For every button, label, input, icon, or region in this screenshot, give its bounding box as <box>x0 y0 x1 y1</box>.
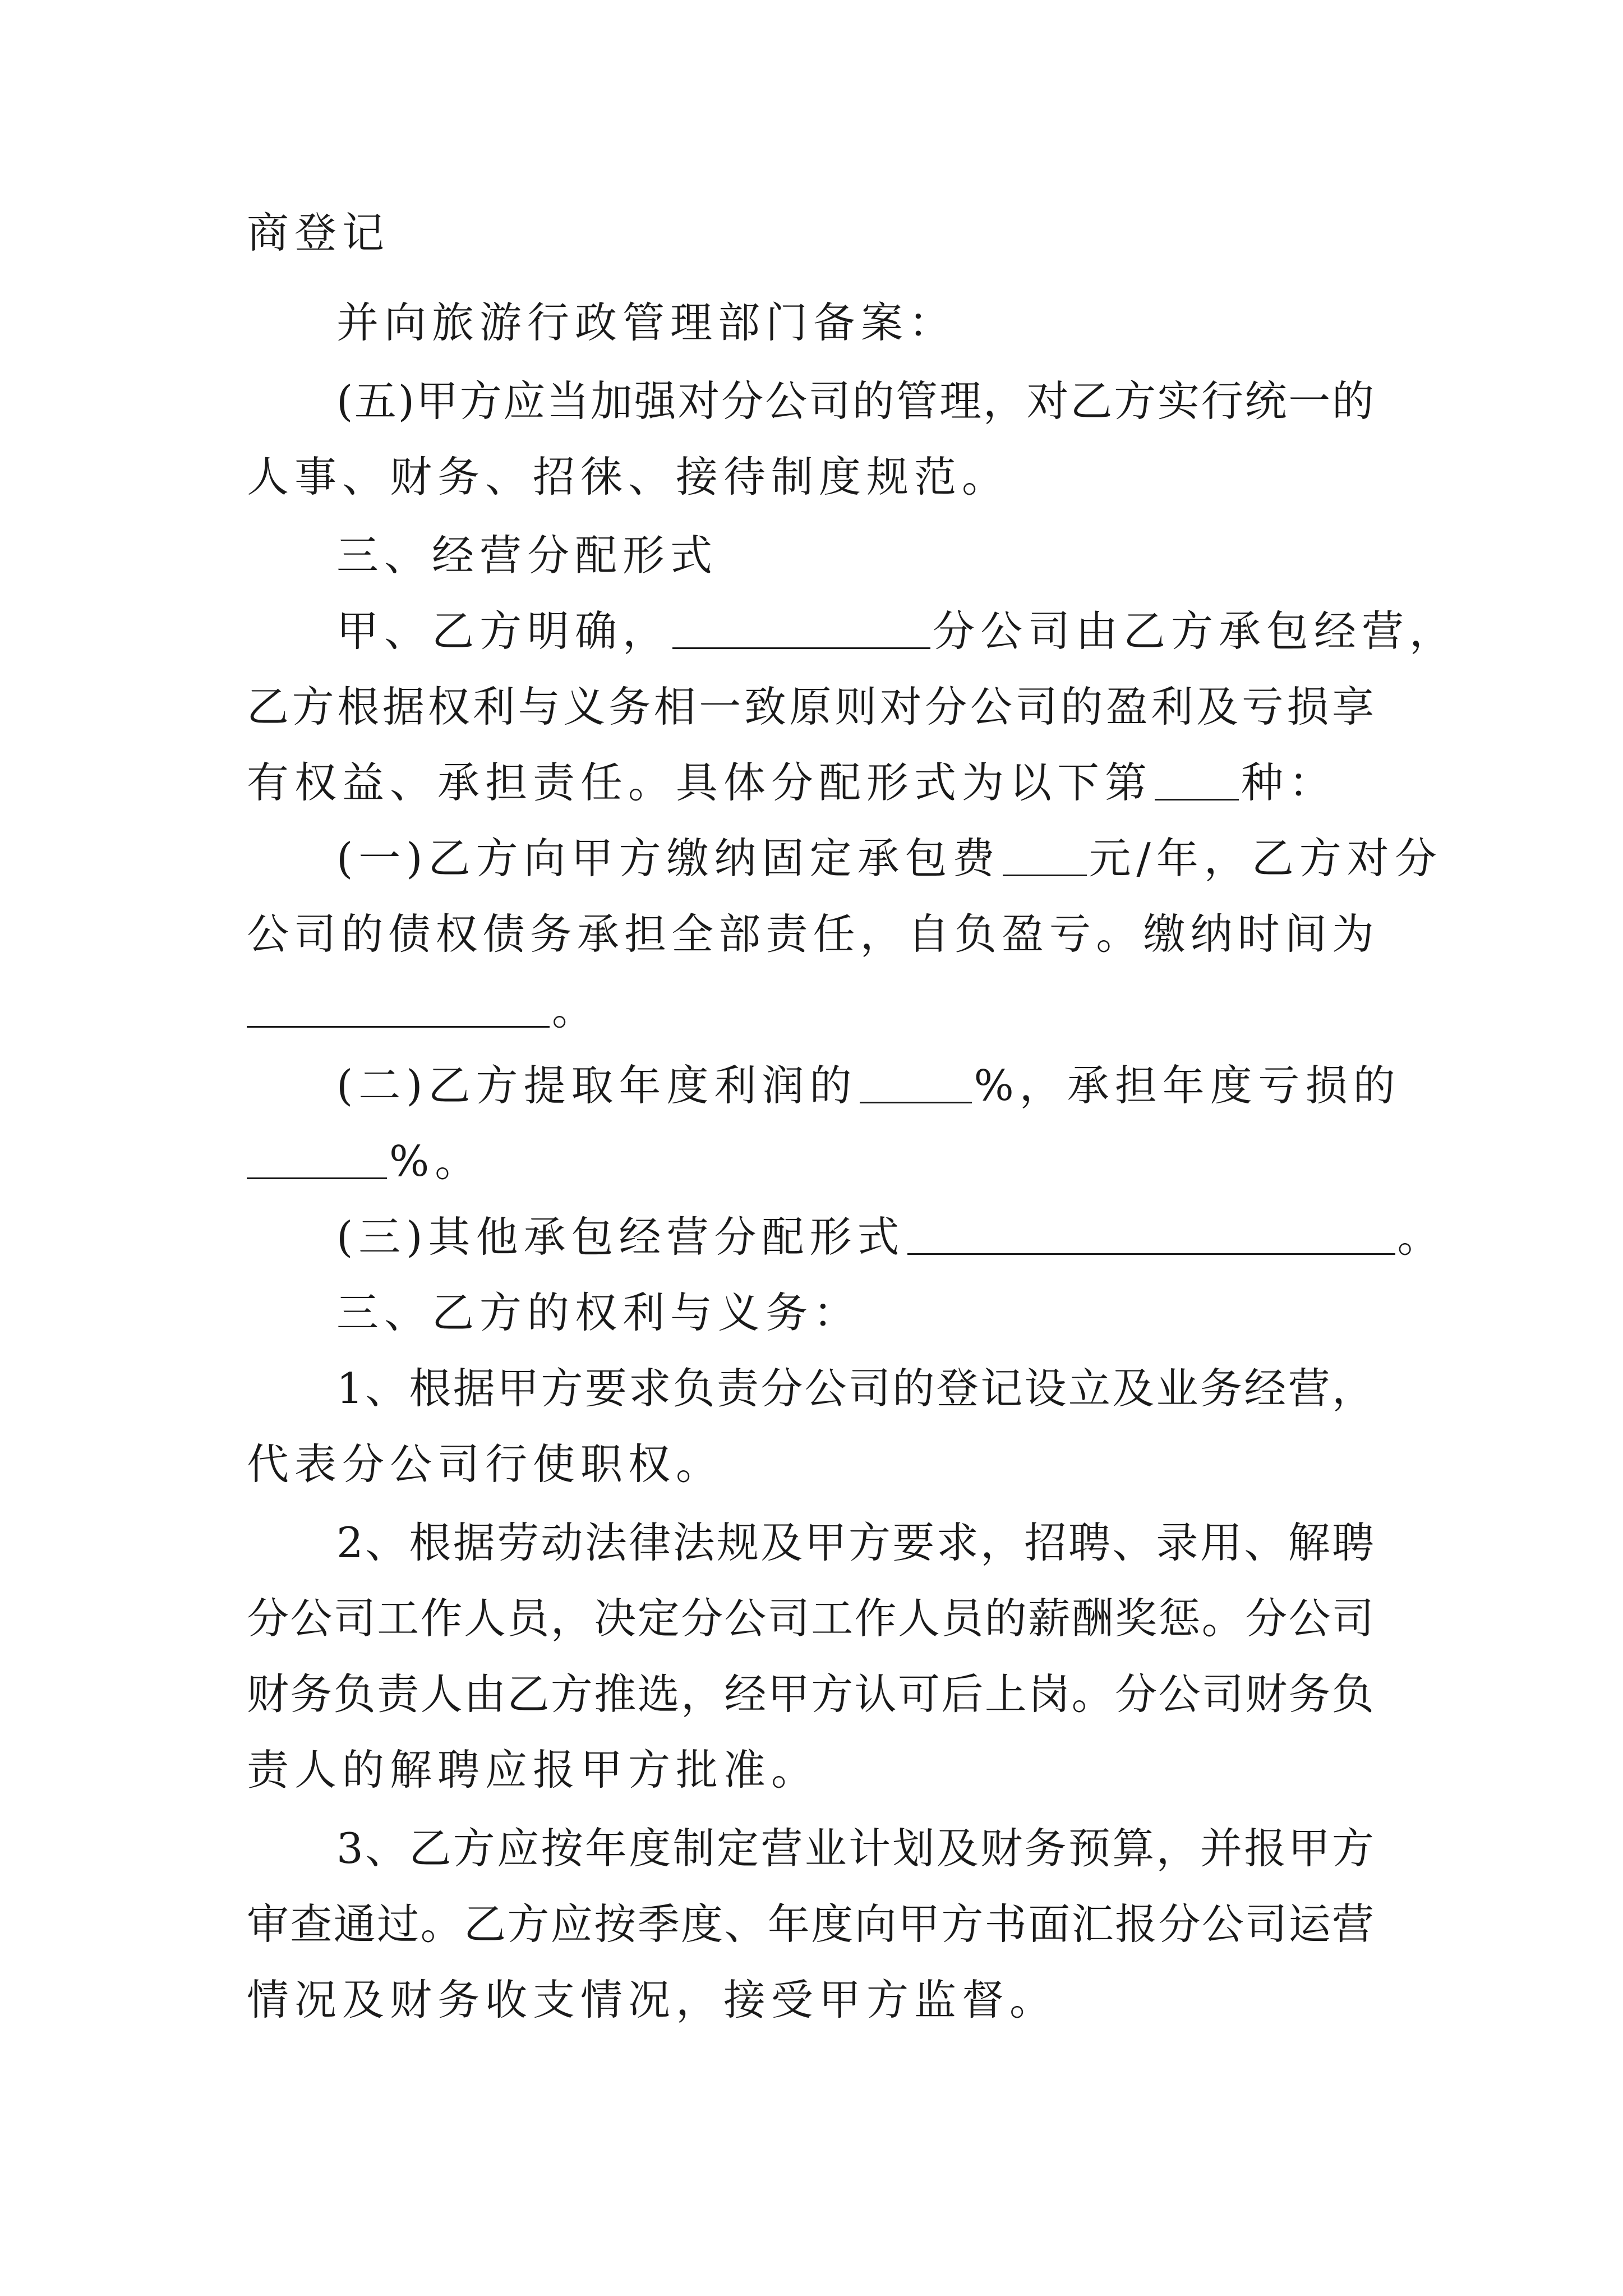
paragraph-line: 。 <box>247 982 1374 1038</box>
paragraph-line: 2、根据劳动法律法规及甲方要求，招聘、录用、解聘 <box>336 1518 1374 1567</box>
blank-other-form <box>907 1216 1395 1255</box>
blank-payment-time <box>247 989 550 1028</box>
paragraph-line: 商登记 <box>247 208 390 257</box>
paragraph-line: (三)其他承包经营分配形式 。 <box>336 1212 1445 1262</box>
paragraph-line: 责人的解聘应报甲方批准。 <box>247 1745 819 1795</box>
paragraph-line: 人事、财务、招徕、接待制度规范。 <box>247 452 1010 501</box>
paragraph-line: 1、根据甲方要求负责分公司的登记设立及业务经营， <box>336 1364 1374 1413</box>
paragraph-line: 并向旅游行政管理部门备案： <box>336 298 957 347</box>
paragraph-line: 分公司工作人员，决定分公司工作人员的薪酬奖惩。分公司 <box>247 1594 1374 1643</box>
paragraph-line: 审查通过。乙方应按季度、年度向甲方书面汇报分公司运营 <box>247 1899 1374 1949</box>
paragraph-line: (五)甲方应当加强对分公司的管理，对乙方实行统一的 <box>336 376 1374 426</box>
paragraph-line: (一)乙方向甲方缴纳固定承包费 元/年，乙方对分 <box>336 834 1442 883</box>
blank-profit-percent <box>860 1065 972 1103</box>
blank-branch-name <box>672 610 930 649</box>
blank-loss-percent <box>247 1140 387 1179</box>
blank-fixed-fee <box>1003 838 1087 876</box>
paragraph-line: (二)乙方提取年度利润的 %，承担年度亏损的 <box>336 1061 1401 1110</box>
section-heading: 三、乙方的权利与义务： <box>336 1288 861 1337</box>
paragraph-line: 财务负责人由乙方推选，经甲方认可后上岗。分公司财务负 <box>247 1669 1374 1719</box>
blank-option-number <box>1155 762 1239 800</box>
paragraph-line: 乙方根据权利与义务相一致原则对分公司的盈利及亏损享 <box>247 682 1374 731</box>
paragraph-line: 代表分公司行使职权。 <box>247 1439 724 1489</box>
paragraph-line: 有权益、承担责任。具体分配形式为以下第 种： <box>247 758 1337 807</box>
section-heading: 三、经营分配形式 <box>336 531 718 580</box>
paragraph-line: 3、乙方应按年度制定营业计划及财务预算，并报甲方 <box>336 1824 1374 1873</box>
paragraph-line: %。 <box>247 1133 1374 1189</box>
paragraph-line: 甲、乙方明确， 分公司由乙方承包经营， <box>336 606 1458 656</box>
paragraph-line: 公司的债权债务承担全部责任，自负盈亏。缴纳时间为 <box>247 909 1374 959</box>
paragraph-line: 情况及财务收支情况，接受甲方监督。 <box>247 1975 1058 2024</box>
